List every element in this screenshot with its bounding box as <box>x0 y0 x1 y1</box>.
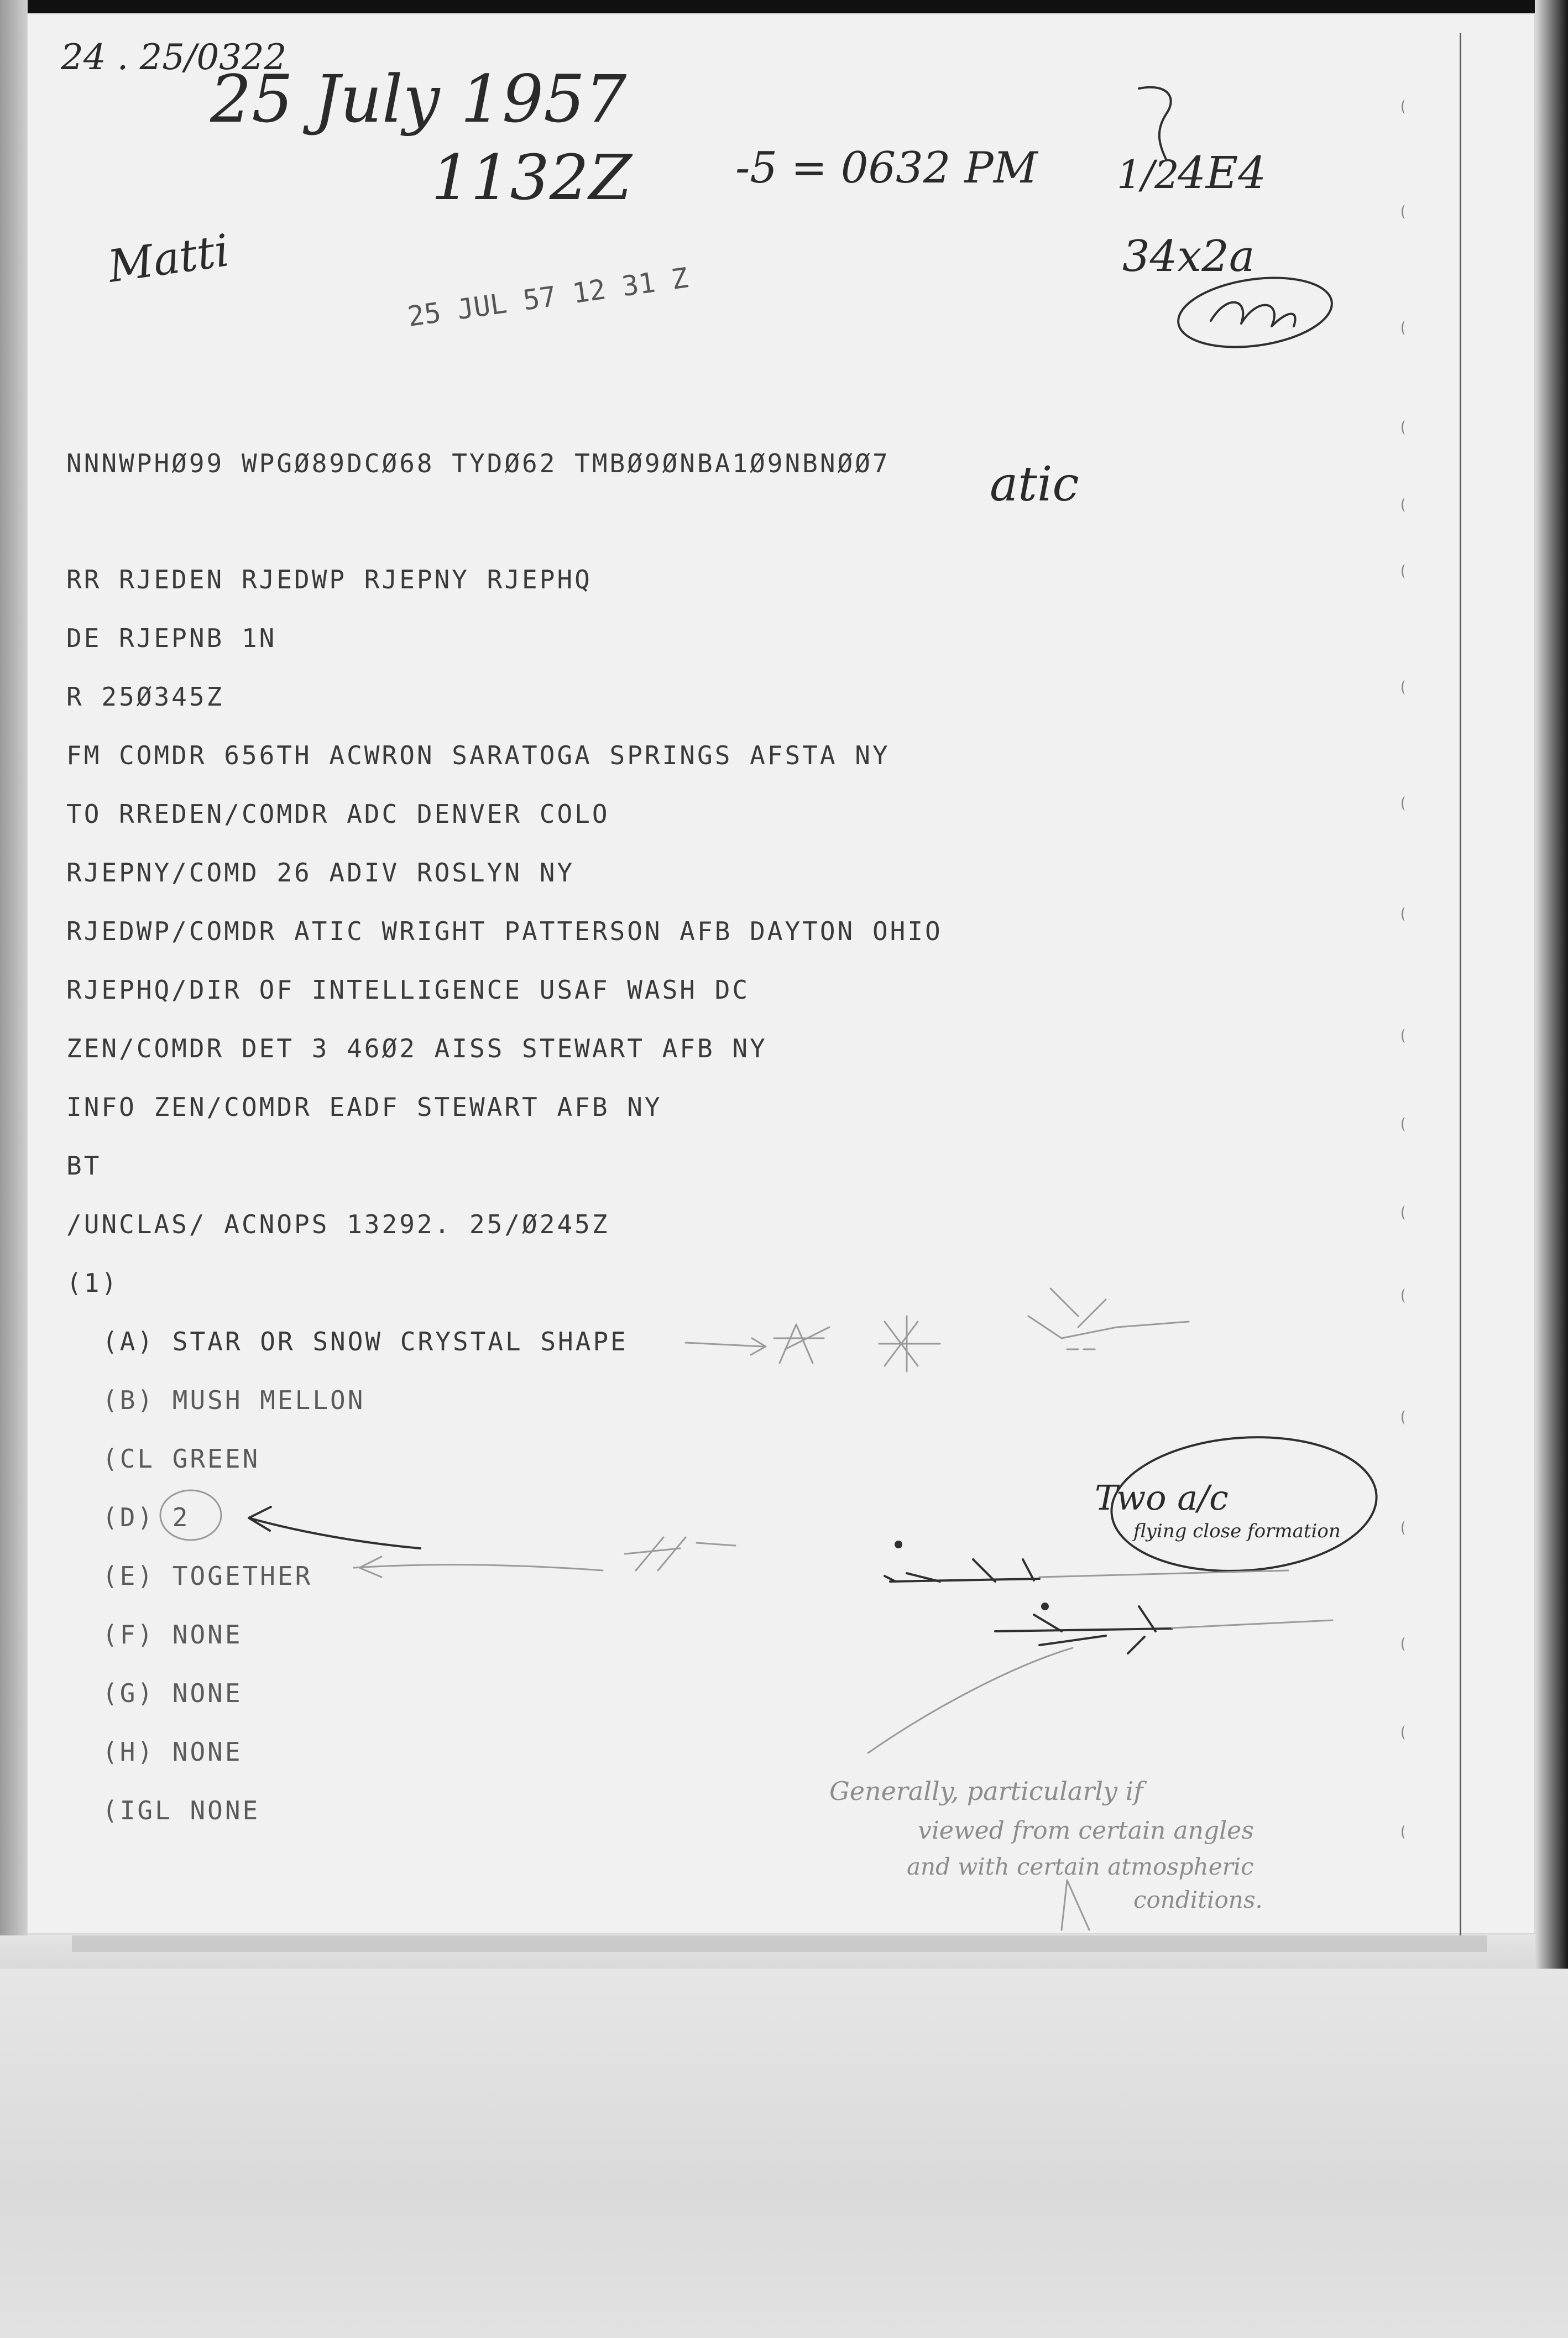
message-line: RJEPHQ/DIR OF INTELLIGENCE USAF WASH DC <box>66 975 750 1005</box>
arrow-to-count <box>249 1507 420 1548</box>
sketch-pointer-line <box>868 1648 1073 1753</box>
circled-note-line1: Two a/c <box>1095 1478 1229 1518</box>
arrow-line-together <box>354 1565 603 1570</box>
report-item: (G) NONE <box>102 1678 243 1708</box>
handwritten-dims: 34x2a <box>1122 232 1255 281</box>
message-line: INFO ZEN/COMDR EADF STEWART AFB NY <box>66 1092 662 1122</box>
report-item: (CL GREEN <box>102 1444 260 1474</box>
bottom-note-line2: viewed from certain angles <box>918 1817 1254 1845</box>
report-item: (H) NONE <box>102 1737 243 1767</box>
star-sketch <box>774 1324 829 1363</box>
report-item: (A) STAR OR SNOW CRYSTAL SHAPE <box>102 1327 628 1356</box>
bottom-caret-mark <box>1062 1880 1089 1930</box>
message-line: RJEPNY/COMD 26 ADIV ROSLYN NY <box>66 858 575 888</box>
handwritten-conversion: -5 = 0632 PM <box>735 143 1038 193</box>
formation-sketch <box>625 1537 735 1570</box>
report-item: (F) NONE <box>102 1620 243 1650</box>
bottom-note-line3: and with certain atmospheric <box>907 1853 1254 1880</box>
handwritten-atic-note: atic <box>990 457 1079 512</box>
aircraft-sketch-upper <box>885 1559 1039 1582</box>
bracket-mark <box>1139 87 1171 160</box>
message-line: FM COMDR 656TH ACWRON SARATOGA SPRINGS AFSTA NY <box>66 740 890 770</box>
bottom-note-line1: Generally, particularly if <box>829 1776 1143 1806</box>
bottom-note-line4: conditions. <box>1133 1886 1263 1913</box>
received-stamp: 25 JUL 57 12 31 Z <box>405 262 691 333</box>
message-line: RJEDWP/COMDR ATIC WRIGHT PATTERSON AFB DAYTON OHIO <box>66 916 943 946</box>
report-item: (B) MUSH MELLON <box>102 1385 365 1415</box>
handwritten-fraction: 1/2 <box>1117 152 1179 197</box>
snow-crystal-sketch <box>879 1316 940 1371</box>
message-line: /UNCLAS/ ACNOPS 13292. 25/Ø245Z <box>66 1209 610 1239</box>
message-line: TO RREDEN/COMDR ADC DENVER COLO <box>66 799 610 829</box>
initials-scribble <box>1211 302 1295 326</box>
handwritten-time: 1132Z <box>431 142 632 214</box>
initials-circle <box>1174 269 1336 356</box>
report-item: (E) TOGETHER <box>102 1561 313 1591</box>
pen-dot <box>1041 1603 1049 1610</box>
message-line: R 25Ø345Z <box>66 682 224 712</box>
handwritten-date: 25 July 1957 <box>210 61 627 137</box>
contrail-upper <box>1039 1570 1288 1577</box>
routing-line: NNNWPHØ99 WPGØ89DCØ68 TYDØ62 TMBØ9ØNBA1Ø9NBNØØ7 <box>66 448 890 478</box>
message-line: DE RJEPNB 1N <box>66 623 277 653</box>
arrow-to-item-a <box>686 1338 766 1355</box>
report-item: (D) 2 <box>102 1502 190 1532</box>
message-line: ZEN/COMDR DET 3 46Ø2 AISS STEWART AFB NY <box>66 1034 767 1063</box>
contrail-lower <box>1172 1620 1332 1628</box>
message-line: RR RJEDEN RJEDWP RJEPNY RJEPHQ <box>66 565 592 594</box>
handwritten-ref-code: 4E4 <box>1178 147 1267 199</box>
crystal-sketch <box>1028 1288 1189 1349</box>
report-item: (IGL NONE <box>102 1796 260 1825</box>
circled-note-line2: flying close formation <box>1133 1520 1341 1542</box>
handwritten-ref-number: 24 . 25/0322 <box>61 37 287 78</box>
aircraft-sketch-lower <box>995 1606 1172 1653</box>
message-line: (1) <box>66 1268 119 1298</box>
pen-dot <box>895 1541 902 1548</box>
circle-around-count <box>160 1490 221 1540</box>
handwritten-margin-name: Matti <box>104 225 233 293</box>
message-line: BT <box>66 1151 102 1181</box>
